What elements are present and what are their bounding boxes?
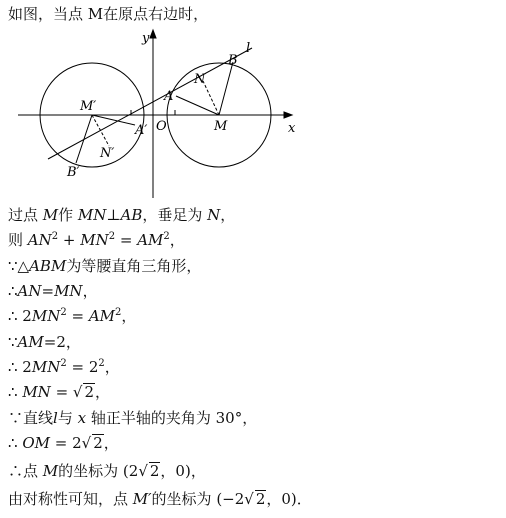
solution-line-6: ∵AM=2， [8, 333, 81, 351]
label-N: N [194, 72, 206, 87]
solution-line-7: ∴ $2MN^2 = 2^2$， [8, 358, 120, 376]
segment-BM [219, 62, 233, 115]
solution-line-1: 过点 M作 MN⊥AB，垂足为 N， [8, 206, 236, 224]
label-Ap: A′ [135, 123, 148, 138]
solution-line-8: ∴ MN = √ 2， [8, 383, 111, 401]
solution-line-4: ∴AN=MN， [8, 282, 98, 300]
solution-line-11: ∴点 M的坐标为 (2√ 2，0)， [8, 462, 206, 480]
solution-line-2: 则 $AN^2 + MN^2 = AM^2$， [8, 231, 185, 249]
label-Np: N′ [100, 146, 115, 161]
label-Bp: B′ [67, 165, 80, 180]
solution-line-9: ∵直线l与 x 轴正半轴的夹角为 30°， [8, 409, 258, 427]
label-y: y [142, 31, 150, 46]
solution-line-5: ∴ $2MN^2 = AM^2$， [8, 307, 137, 325]
label-B: B [228, 53, 238, 68]
solution-line-3: ∵△ABM为等腰直角三角形， [8, 257, 202, 275]
solution-line-12: 由对称性可知，点 M′的坐标为 (−2√ 2，0)． [8, 490, 312, 508]
label-M: M [214, 119, 228, 134]
label-origin: O [156, 119, 167, 134]
x-axis-arrow [284, 112, 292, 118]
segment-MpNp [92, 115, 109, 146]
segment-MpBp [76, 115, 92, 163]
segment-MN [203, 81, 219, 115]
label-Mp: M′ [80, 99, 97, 114]
label-l: l [246, 41, 251, 56]
coordinate-diagram [10, 26, 310, 206]
intro-text: 如图，当点 M在原点右边时， [8, 5, 209, 23]
label-x: x [288, 121, 296, 136]
segment-AM [176, 96, 219, 115]
y-axis-arrow [150, 30, 156, 38]
label-A: A [164, 89, 174, 104]
solution-line-10: ∴ OM = 2√ 2， [8, 434, 119, 452]
